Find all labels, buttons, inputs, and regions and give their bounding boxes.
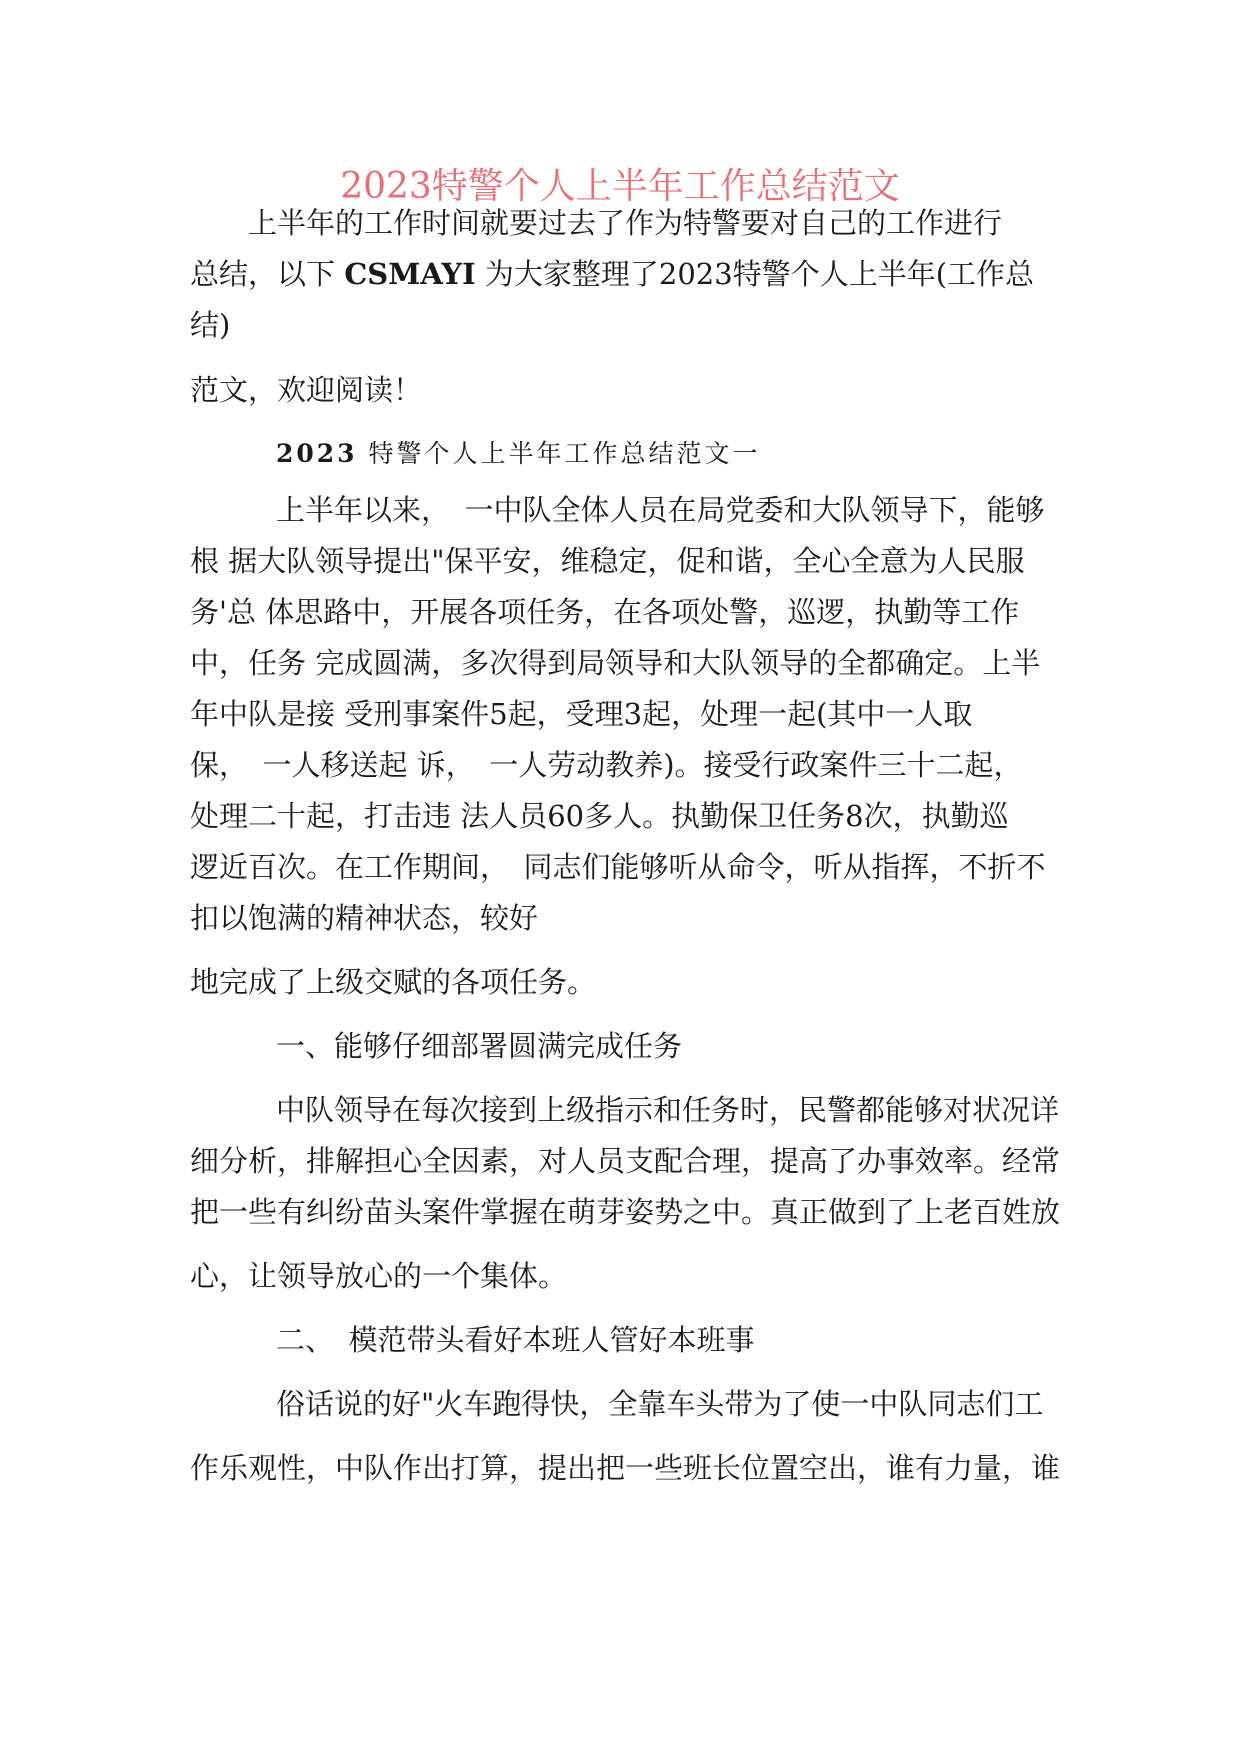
- body-line-10: 地完成了上级交赋的各项任务。: [190, 965, 597, 999]
- intro-line-2-text: 总结，以下 CSMAYI 为大家整理了2023特警个人上半年(工作总: [190, 257, 1035, 291]
- body-line-7: 处理二十起，打击违 法人员60多人。执勤保卫任务8次，执勤巡: [190, 799, 1009, 833]
- section-heading-year: 2023: [276, 439, 358, 468]
- body-line-5: 年中队是接 受刑事案件5起，受理3起，处理一起(其中一人取: [190, 697, 973, 731]
- body-line-6: 保， 一人移送起 诉， 一人劳动教养)。接受行政案件三十二起，: [190, 748, 1023, 782]
- point-heading-2: 二、 模范带头看好本班人管好本班事: [276, 1323, 755, 1357]
- body-line-2: 根 据大队领导提出"保平安，维稳定，促和谐，全心全意为人民服: [190, 544, 1025, 578]
- site-name: CSMAYI: [344, 257, 476, 291]
- document-title: 2023特警个人上半年工作总结范文: [340, 166, 900, 207]
- body-line-18: 作乐观性，中队作出打算，提出把一些班长位置空出，谁有力量，谁: [190, 1451, 1061, 1485]
- body-line-4: 中，任务 完成圆满，多次得到局领导和大队领导的全都确定。上半: [190, 646, 1041, 680]
- section-heading: 2023 特警个人上半年工作总结范文一: [276, 439, 761, 468]
- intro-line-1: 上半年的工作时间就要过去了作为特警要对自己的工作进行: [248, 206, 1003, 240]
- body-line-12: 中队领导在每次接到上级指示和任务时，民警都能够对状况详: [276, 1093, 1060, 1127]
- body-line-17: 俗话说的好"火车跑得快，全靠车头带为了使一中队同志们工: [276, 1387, 1044, 1421]
- point-heading-1: 一、能够仔细部署圆满完成任务: [276, 1029, 683, 1063]
- body-line-1: 上半年以来， 一中队全体人员在局党委和大队领导下，能够: [276, 493, 1045, 527]
- body-line-3: 务'总 体思路中，开展各项任务，在各项处警，巡逻，执勤等工作: [190, 595, 1020, 629]
- intro-line-2: [190, 254, 1060, 294]
- intro-line-4: 范文，欢迎阅读！: [190, 373, 423, 407]
- intro-line-3: 结): [190, 308, 231, 342]
- body-line-9: 扣以饱满的精神状态，较好: [190, 901, 539, 935]
- body-line-14: 把一些有纠纷苗头案件掌握在萌芽姿势之中。真正做到了上老百姓放: [190, 1195, 1061, 1229]
- body-line-8: 逻近百次。在工作期间， 同志们能够听从命令，听从指挥，不折不: [190, 850, 1046, 884]
- body-line-13: 细分析，排解担心全因素，对人员支配合理，提高了办事效率。经常: [190, 1144, 1061, 1178]
- body-line-15: 心，让领导放心的一个集体。: [190, 1259, 568, 1293]
